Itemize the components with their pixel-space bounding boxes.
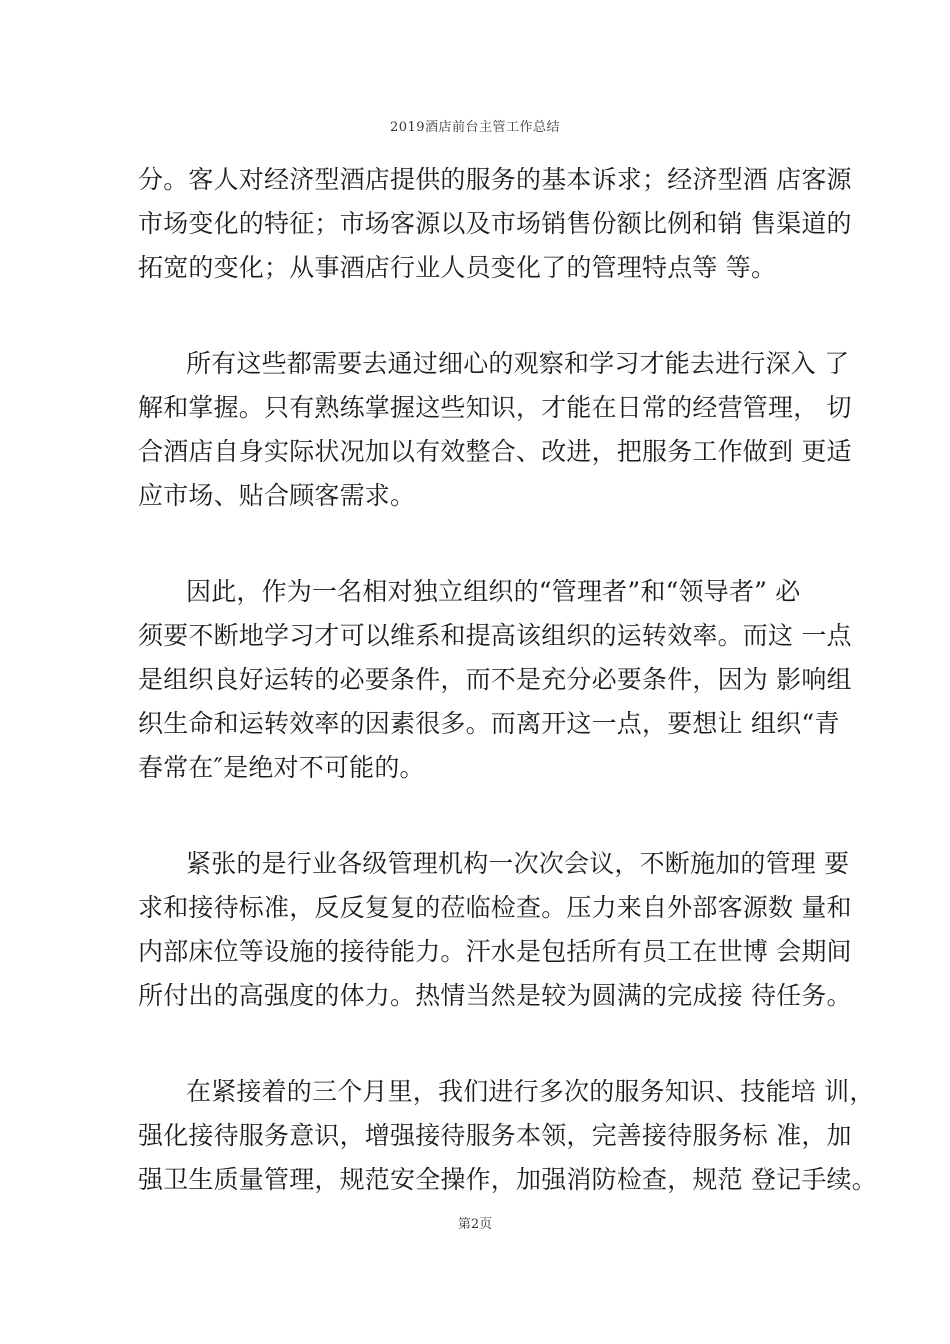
paragraph-1 <box>138 158 852 290</box>
text-line: 解和掌握。只有熟练掌握这些知识，才能在日常的经营管理， 切 <box>138 393 852 422</box>
paragraph-2 <box>138 342 852 518</box>
text-line: 春常在″是绝对不可能的。 <box>138 753 425 782</box>
text-line: 应市场、贴合顾客需求。 <box>138 481 416 510</box>
paragraph-5 <box>138 1070 877 1202</box>
text-line: 在紧接着的三个月里，我们进行多次的服务知识、技能培 训， <box>186 1077 875 1106</box>
page-header-title: 2019酒店前台主管工作总结 <box>389 120 561 135</box>
text-line: 合酒店自身实际状况加以有效整合、改进，把服务工作做到 更适 <box>138 437 852 466</box>
page-number: 第2页 <box>457 1217 493 1232</box>
text-line: 求和接待标准，反反复复的莅临检查。压力来自外部客源数 量和 <box>138 893 852 922</box>
text-line: 市场变化的特征；市场客源以及市场销售份额比例和销 售渠道的 <box>138 209 852 238</box>
text-line: 拓宽的变化；从事酒店行业人员变化了的管理特点等 等。 <box>138 253 777 282</box>
text-line: 强化接待服务意识，增强接待服务本领，完善接待服务标 准，加 <box>138 1121 852 1150</box>
text-line: 内部床位等设施的接待能力。汗水是包括所有员工在世博 会期间 <box>138 937 852 966</box>
document-body <box>138 158 877 1254</box>
paragraph-4 <box>138 842 852 1018</box>
text-line: 所有这些都需要去通过细心的观察和学习才能去进行深入 了 <box>186 349 850 378</box>
text-line: 强卫生质量管理，规范安全操作，加强消防检查，规范 登记手续。 <box>138 1165 877 1194</box>
text-line: 所付出的高强度的体力。热情当然是较为圆满的完成接 待任务。 <box>138 981 852 1010</box>
text-line: 织生命和运转效率的因素很多。而离开这一点，要想让 组织“青 <box>138 709 840 738</box>
text-line: 紧张的是行业各级管理机构一次次会议，不断施加的管理 要 <box>186 849 850 878</box>
text-line: 因此，作为一名相对独立组织的“管理者”和“领导者” 必 <box>186 577 801 606</box>
paragraph-3 <box>138 570 852 790</box>
text-line: 须要不断地学习才可以维系和提高该组织的运转效率。而这 一点 <box>138 621 852 650</box>
text-line: 分。客人对经济型酒店提供的服务的基本诉求；经济型酒 店客源 <box>138 165 852 194</box>
text-line: 是组织良好运转的必要条件，而不是充分必要条件，因为 影响组 <box>138 665 852 694</box>
